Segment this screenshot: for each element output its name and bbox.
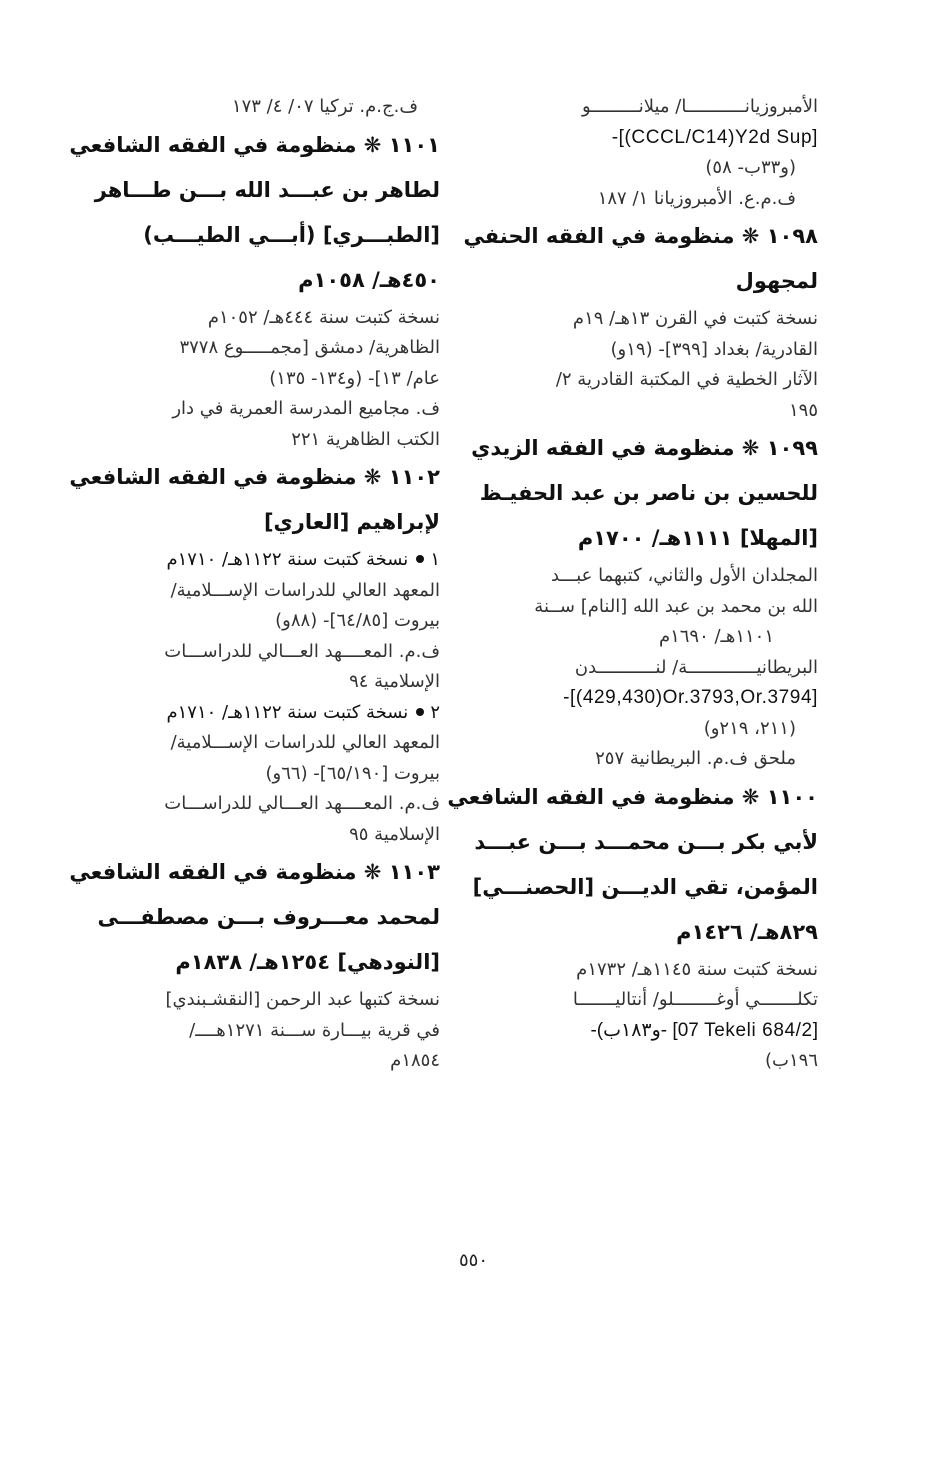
line-text: (٢١١، ٢١٩و) — [703, 717, 796, 739]
line-text: المعهد العالي للدراسات الإســـلامية/ — [170, 732, 440, 753]
line-text: في قرية بيـــارة ســـنة ١٢٧١هــــ/ — [189, 1019, 440, 1041]
line-text: البريطانيـــــــــــــة/ لنـــــــــــدن — [574, 656, 818, 678]
line-text: للحسين بن ناصر بن عبد الحفيـظ — [479, 481, 818, 505]
text-line — [478, 744, 818, 775]
text-line — [96, 606, 440, 637]
entry-heading-line — [69, 850, 440, 895]
line-text: ف.م. المعــــهد العـــالي للدراســـات — [164, 640, 440, 662]
line-text: (و٣٣ب- ٥٨) — [705, 157, 796, 178]
text-line — [96, 425, 440, 456]
text-line — [96, 789, 440, 820]
page-number: ٥٥٠ — [458, 1250, 488, 1271]
line-text: ١٨٥٤م — [390, 1050, 440, 1071]
line-text: الكتب الظاهرية ٢٢١ — [291, 428, 440, 450]
numbered-copy-line — [96, 698, 440, 729]
entry-heading-line — [478, 471, 818, 516]
line-text: تكلـــــــي أوغــــــــلو/ أنتاليـــــــا — [572, 989, 818, 1010]
text-line — [478, 622, 818, 653]
line-text: لمجهول — [735, 269, 818, 293]
line-text: الإسلامية ٩٤ — [349, 671, 440, 692]
entry-heading-line — [463, 214, 818, 259]
line-text: لمحمد معـــروف بـــن مصطفـــى — [97, 905, 440, 929]
entry-heading-line — [474, 820, 818, 865]
line-text: بيروت [٦٤/٨٥]- (٨٨و) — [275, 610, 440, 631]
text-line — [478, 335, 818, 366]
line-text: [الطبـــري] (أبـــي الطيـــب) — [143, 222, 440, 247]
text-line — [96, 364, 440, 395]
text-line — [96, 728, 440, 759]
text-line — [478, 365, 818, 396]
line-text: المعهد العالي للدراسات الإســـلامية/ — [170, 579, 440, 601]
copy-number: ١ — [430, 549, 440, 570]
entry-heading-line — [96, 895, 440, 940]
text-line — [478, 561, 818, 592]
text-line — [478, 653, 818, 684]
line-text: المجلدان الأول والثاني، كتبهما عبـــد — [550, 565, 818, 586]
entry-heading-line — [478, 516, 818, 561]
line-text: -(و١٨٣ب- [07 Tekeli 684/2] — [590, 1019, 818, 1041]
line-text: ١٠٩٩ ❋ منظومة في الفقه الزيدي — [471, 436, 818, 460]
line-text: المؤمن، تقي الديـــن [الحصنـــي] — [472, 874, 818, 899]
text-line — [478, 985, 818, 1016]
bullet-dot-icon — [416, 708, 424, 716]
line-text: لإبراهيم [العاري] — [263, 510, 440, 534]
entry-heading-line — [69, 123, 440, 168]
text-line — [478, 396, 818, 427]
left-column — [69, 92, 440, 1077]
shelfmark-line — [478, 683, 818, 714]
line-text: نسخة كتبت سنة ١١٤٥هـ/ ١٧٣٢م — [576, 958, 818, 980]
text-line — [96, 1016, 440, 1047]
text-line — [478, 304, 818, 335]
entry-heading-line — [96, 500, 440, 545]
line-text: ١١٠٣ ❋ منظومة في الفقه الشافعي — [69, 860, 440, 884]
line-text: -[(429,430)Or.3793,Or.3794] — [563, 687, 818, 708]
line-text: ١١٠١هـ/ ١٦٩٠م — [658, 626, 774, 647]
line-text: الآثار الخطية في المكتبة القادرية ٢/ — [555, 369, 818, 390]
line-text: الإسلامية ٩٥ — [349, 823, 440, 845]
text-line — [478, 714, 818, 745]
line-text: عام/ ١٣]- (و١٣٤- ١٣٥) — [269, 367, 440, 389]
line-text: نسخة كتبت سنة ١١٢٢هـ/ ١٧١٠م — [166, 701, 409, 723]
line-text: ١١٠٠ ❋ منظومة في الفقه الشافعي — [447, 784, 818, 809]
right-column — [447, 92, 818, 1077]
text-line — [478, 955, 818, 986]
line-text: ٨٢٩هـ/ ١٤٢٦م — [676, 919, 818, 944]
line-text: ف.ج.م. تركيا ٠٧/ ٤/ ١٧٣ — [231, 96, 418, 117]
line-text: لطاهر بن عبـــد الله بـــن طـــاهر — [94, 177, 440, 202]
line-text: ١٩٦ب) — [765, 1050, 818, 1071]
line-text: الله بن محمد بن عبد الله [النام] ســنة — [534, 595, 818, 617]
line-text: [المهلا] ١١١١هـ/ ١٧٠٠م — [577, 526, 818, 550]
line-text: ١٠٩٨ ❋ منظومة في الفقه الحنفي — [463, 224, 818, 248]
text-line — [96, 303, 440, 334]
entry-heading-line — [69, 455, 440, 500]
bullet-dot-icon — [416, 555, 424, 563]
entry-heading-line — [96, 258, 440, 303]
line-text: القادرية/ بغداد [٣٩٩]- (١٩و) — [610, 338, 818, 360]
shelfmark-line — [478, 123, 818, 154]
text-line — [96, 637, 440, 668]
text-line — [96, 1046, 440, 1077]
line-text: ٤٥٠هـ/ ١٠٥٨م — [298, 267, 440, 292]
line-text: الأمبروزيانـــــــــــا/ ميلانـــــــــو — [581, 96, 818, 117]
line-text: ١٩٥ — [788, 399, 818, 421]
line-text: ملحق ف.م. البريطانية ٢٥٧ — [595, 748, 796, 769]
text-line — [478, 153, 818, 184]
numbered-copy-line — [96, 545, 440, 576]
line-text: ف.م.ع. الأمبروزيانا ١/ ١٨٧ — [597, 187, 796, 209]
text-line — [478, 92, 818, 123]
line-text: ف. مجاميع المدرسة العمرية في دار — [172, 398, 440, 419]
entry-heading-line — [471, 426, 818, 471]
line-text: ١١٠٢ ❋ منظومة في الفقه الشافعي — [69, 465, 440, 489]
text-line — [96, 92, 440, 123]
entry-heading-line — [96, 213, 440, 258]
entry-heading-line — [96, 168, 440, 213]
text-line — [478, 592, 818, 623]
line-text: نسخة كتبت في القرن ١٣هـ/ ١٩م — [572, 308, 818, 329]
shelfmark-line — [478, 1016, 818, 1047]
entry-heading-line — [472, 865, 818, 910]
entry-heading-line — [478, 910, 818, 955]
text-line — [96, 985, 440, 1016]
text-line — [96, 759, 440, 790]
entry-heading-line — [478, 259, 818, 304]
line-text: لأبي بكر بـــن محمـــد بـــن عبـــد — [474, 829, 818, 854]
line-text: [النودهي] ١٢٥٤هـ/ ١٨٣٨م — [175, 950, 440, 974]
entry-heading-line — [447, 775, 818, 820]
line-text: نسخة كتبت سنة ١١٢٢هـ/ ١٧١٠م — [166, 549, 409, 570]
line-text: -[(CCCL/C14)Y2d Sup] — [611, 126, 818, 148]
line-text: نسخة كتبها عبد الرحمن [النقشـبندي] — [165, 989, 440, 1010]
line-text: بيروت [٦٥/١٩٠]- (٦٦و) — [265, 762, 440, 784]
text-line — [96, 667, 440, 698]
text-line — [478, 1046, 818, 1077]
text-line — [96, 333, 440, 364]
line-text: نسخة كتبت سنة ٤٤٤هـ/ ١٠٥٢م — [207, 306, 440, 328]
line-text: ١١٠١ ❋ منظومة في الفقه الشافعي — [69, 132, 440, 157]
text-line — [96, 576, 440, 607]
line-text: ف.م. المعــــهد العـــالي للدراســـات — [164, 793, 440, 814]
entry-heading-line — [96, 940, 440, 985]
line-text: الظاهرية/ دمشق [مجمـــــوع ٣٧٧٨ — [179, 337, 440, 358]
text-line — [96, 394, 440, 425]
text-line — [96, 820, 440, 851]
copy-number: ٢ — [430, 701, 440, 723]
text-line — [478, 184, 818, 215]
